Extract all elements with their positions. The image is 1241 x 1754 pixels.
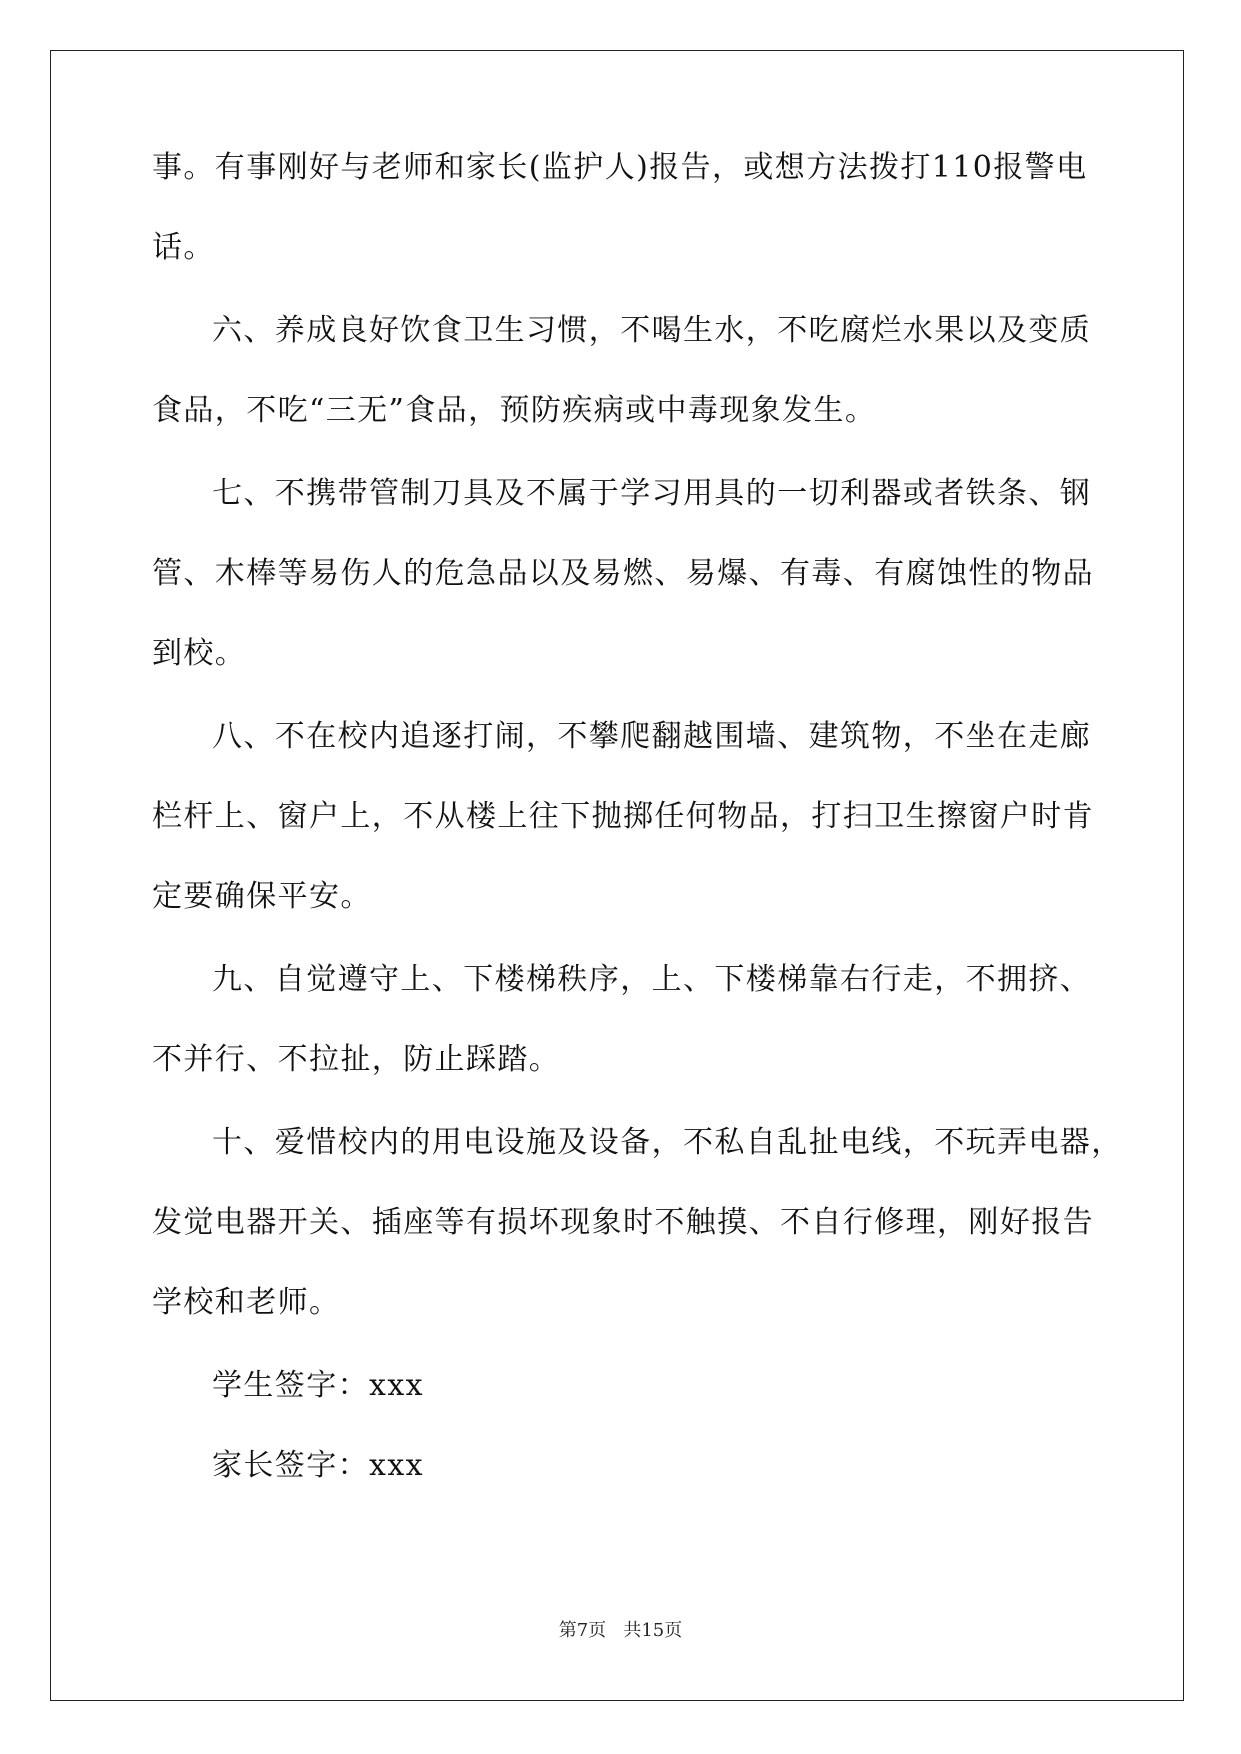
text-line: 栏杆上、窗户上，不从楼上往下抛掷任何物品，打扫卫生擦窗户时肯 [152, 799, 1094, 834]
text-line: 到校。 [152, 636, 247, 671]
text-line: 管、木棒等易伤人的危急品以及易燃、易爆、有毒、有腐蚀性的物品 [152, 556, 1094, 591]
text-line: 学校和老师。 [152, 1285, 341, 1320]
student-signature: 学生签字：xxx [212, 1368, 424, 1403]
page-number-footer: 第7页 共15页 [558, 1620, 683, 1641]
text-line: 发觉电器开关、插座等有损坏现象时不触摸、不自行修理，刚好报告 [152, 1205, 1094, 1240]
text-line: 事。有事刚好与老师和家长(监护人)报告，或想方法拨打110报警电 [152, 150, 1088, 185]
text-line: 食品，不吃“三无”食品，预防疾病或中毒现象发生。 [152, 393, 877, 428]
text-line: 不并行、不拉扯，防止踩踏。 [152, 1042, 561, 1077]
paragraph-six-line: 六、养成良好饮食卫生习惯，不喝生水，不吃腐烂水果以及变质 [212, 313, 1092, 348]
paragraph-ten-line: 十、爱惜校内的用电设施及设备，不私自乱扯电线，不玩弄电器， [212, 1125, 1123, 1160]
parent-signature: 家长签字：xxx [212, 1448, 424, 1483]
paragraph-eight-line: 八、不在校内追逐打闹，不攀爬翻越围墙、建筑物，不坐在走廊 [212, 719, 1092, 754]
paragraph-nine-line: 九、自觉遵守上、下楼梯秩序，上、下楼梯靠右行走，不拥挤、 [212, 962, 1092, 997]
text-line: 话。 [152, 230, 215, 265]
paragraph-seven-line: 七、不携带管制刀具及不属于学习用具的一切利器或者铁条、钢 [212, 476, 1092, 511]
text-line: 定要确保平安。 [152, 879, 372, 914]
